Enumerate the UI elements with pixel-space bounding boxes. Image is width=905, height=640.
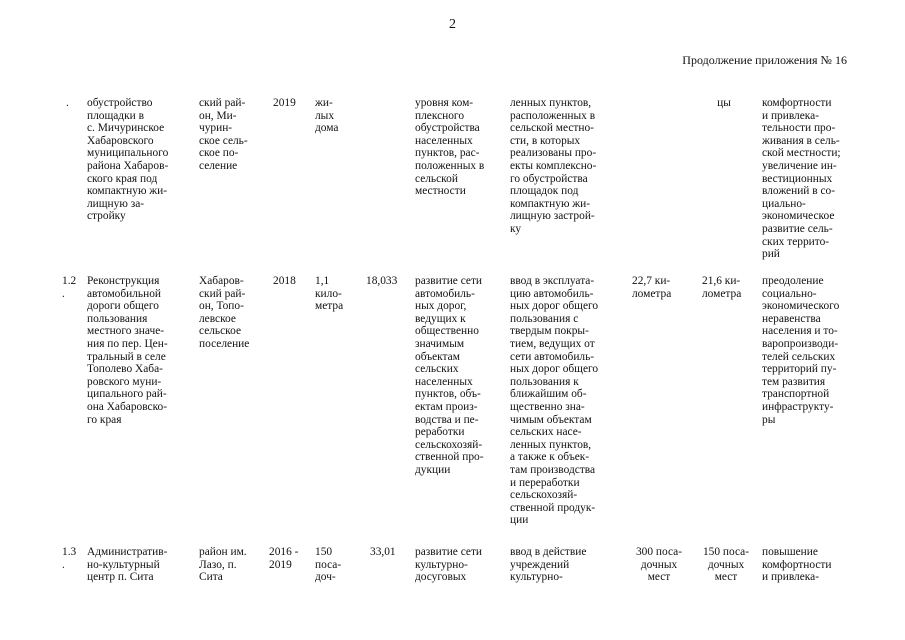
goal: развитие сети культурно- досуговых [415,546,483,584]
effect: комфортности и привлека- тельности про- живания в сель- ской местности; увеличение ин- вестиционных вложений в со- циально- экономическое развитие сель- ских террито- рий [762,97,841,261]
capacity: жи- лых дома [315,97,339,135]
object-name: обустройство площадки в с. Мичуринское Хабаровского муниципального района Хабаров- ского края под компактную жи- лищную за- стройку [87,97,169,223]
effect: повышение комфортности и привлека- [762,546,832,584]
capacity: 150 поса- доч- [315,546,342,584]
plan-value: 22,7 ки- лометра [632,275,672,300]
location: ский рай- он, Ми- чурин- ское сель- ское по- селение [199,97,248,172]
location: Хабаров- ский рай- он, Топо- левское сельское поселение [199,275,250,350]
continuation-header: Продолжение приложения № 16 [682,53,847,67]
fact-value: 21,6 ки- лометра [702,275,742,300]
goal: развитие сети автомобиль- ных дорог, ведущих к общественно значимым объектам сельских населенных пунктов, объ- ектам произ- водства и пе- реработки сельскохозяй- ственной про- дукции [415,275,484,476]
effect: преодоление социально- экономического неравенства населения и то- варопроизводи- телей сельских территорий пу- тем развития транспортной инфраструкту- ры [762,275,840,426]
row-number: 1.3 . [62,546,77,571]
row-number: . [66,97,69,109]
row-number: 1.2 . [62,275,77,300]
year: 2019 [273,97,296,109]
cost: 18,033 [366,275,398,287]
plan-value: 300 поса- дочных мест [635,546,683,584]
fact-value: 150 поса- дочных мест [702,546,750,584]
location: район им. Лазо, п. Сита [199,546,247,584]
capacity: 1,1 кило- метра [315,275,344,313]
year: 2018 [273,275,296,287]
object-name: Реконструкция автомобильной дороги общего пользования местного значе- ния по пер. Цен- тральный в селе Тополево Хаба- ровского муни- ципального рай- она Хабаровско- го края [87,275,168,426]
object-name: Административ- но-культурный центр п. Сита [87,546,168,584]
fact-value: цы [717,97,731,109]
result: ввод в эксплуата- цию автомобиль- ных дорог общего пользования с твердым покры- тием, ведущих от сети автомобиль- ных дорог общего пользования к ближайшим об- щественно зна- чимым объектам сельских насе- ленных пунктов, а также к объек- там производства и переработки сельскохозяй- ственной продук- ции [510,275,599,527]
result: ленных пунктов, расположенных в сельской местно- сти, в которых реализованы про- екты комплексно- го обустройства площадок под компактную жи- лищную застрой- ку [510,97,597,235]
page-number: 2 [449,17,456,32]
goal: уровня ком- плексного обустройства населенных пунктов, рас- положенных в сельской местности [415,97,485,198]
year: 2016 - 2019 [269,546,299,571]
result: ввод в действие учреждений культурно- [510,546,587,584]
cost: 33,01 [370,546,396,558]
